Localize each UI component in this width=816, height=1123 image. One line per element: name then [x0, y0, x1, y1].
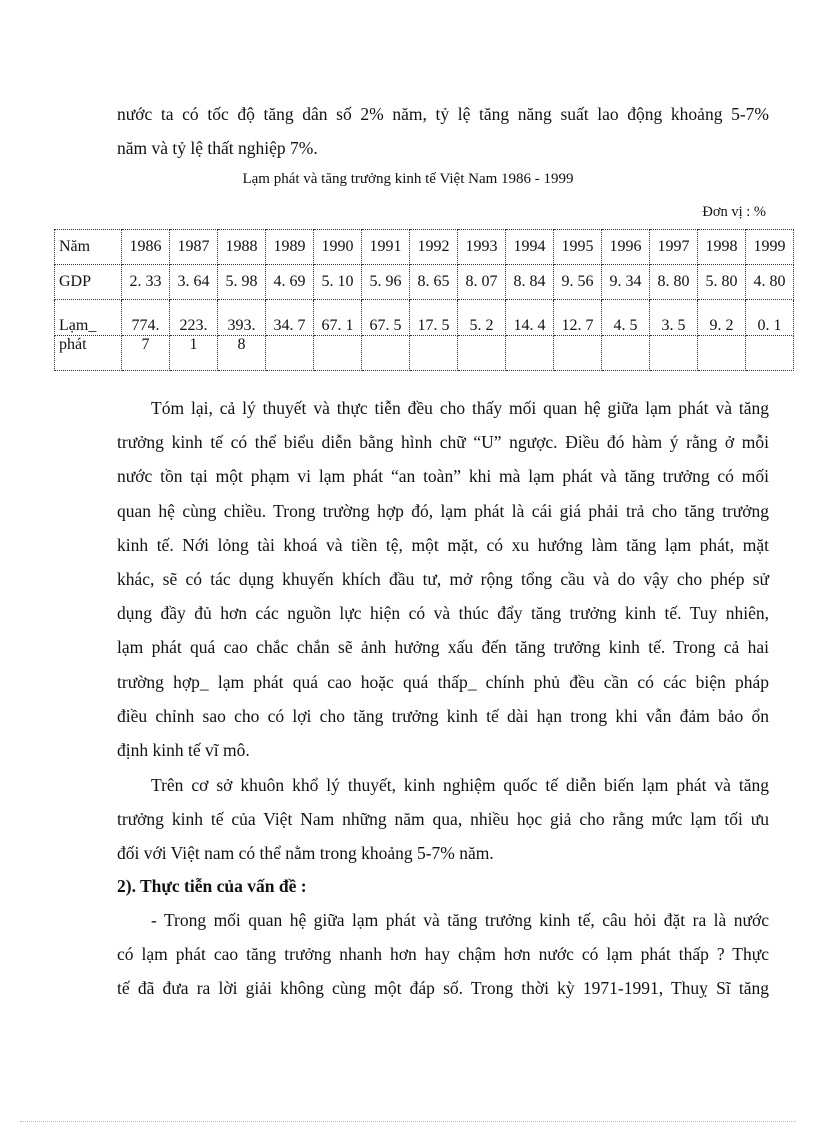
inflation-cell: 8 [218, 336, 266, 371]
inflation-cell: 4. 5 [602, 300, 650, 336]
year-cell: 1986 [122, 230, 170, 265]
year-cell: 1996 [602, 230, 650, 265]
inflation-cell [458, 336, 506, 371]
text-line: quan hệ cùng chiều. Trong trường hợp đó, lạm phát là cái giá phải trả cho tăng trưởng [117, 500, 769, 521]
inflation-gdp-table [54, 229, 794, 371]
inflation-cell [602, 336, 650, 371]
inflation-cell [650, 336, 698, 371]
inflation-cell [554, 336, 602, 371]
inflation-cell: 17. 5 [410, 300, 458, 336]
inflation-cell: 5. 2 [458, 300, 506, 336]
text-line: định kinh tế vĩ mô. [117, 740, 250, 761]
text-line: trưởng kinh tế có thể biểu diễn bằng hình chữ “U” ngược. Điều đó hàm ý rằng ở mỗi [117, 432, 769, 453]
table-row-years [55, 230, 794, 265]
gdp-cell: 4. 69 [266, 265, 314, 300]
gdp-cell: 5. 10 [314, 265, 362, 300]
inflation-cell: 14. 4 [506, 300, 554, 336]
inflation-cell [698, 336, 746, 371]
text-line: điều chỉnh sao cho có lợi cho tăng trưởng kinh tế dài hạn trong khi vẫn đảm bảo ổn [117, 705, 769, 726]
gdp-cell: 8. 07 [458, 265, 506, 300]
text-line: dụng đầy đủ hơn các nguồn lực hiện có và thúc đẩy tăng trưởng kinh tế. Tuy nhiên, [117, 603, 769, 624]
row-header-inflation: Lạm_ [55, 300, 122, 336]
table-row-gdp [55, 265, 794, 300]
year-cell: 1993 [458, 230, 506, 265]
text-line: lạm phát quá cao chắc chắn sẽ ảnh hưởng xấu đến tăng trưởng kinh tế. Trong cả hai [117, 637, 769, 658]
table-row-inflation-cont [55, 336, 794, 371]
gdp-cell: 8. 80 [650, 265, 698, 300]
inflation-cell [362, 336, 410, 371]
year-cell: 1998 [698, 230, 746, 265]
row-header-inflation-cont: phát [55, 336, 122, 371]
text-line: Tóm lại, cả lý thuyết và thực tiễn đều cho thấy mối quan hệ giữa lạm phát và tăng [151, 398, 769, 418]
year-cell: 1989 [266, 230, 314, 265]
inflation-cell: 67. 1 [314, 300, 362, 336]
year-cell: 1988 [218, 230, 266, 265]
text-line: kinh tế. Nới lỏng tài khoá và tiền tệ, một mặt, có xu hướng làm tăng lạm phát, mặt [117, 534, 769, 555]
year-cell: 1994 [506, 230, 554, 265]
gdp-cell: 8. 84 [506, 265, 554, 300]
gdp-cell: 5. 80 [698, 265, 746, 300]
text-line: tế đã đưa ra lời giải không cùng một đáp số. Trong thời kỳ 1971-1991, Thuỵ Sĩ tăng [117, 978, 769, 999]
text-line: trường hợp_ lạm phát quá cao hoặc quá thấp_ chính phủ đều cần có các biện pháp [117, 671, 769, 692]
text-line: có lạm phát cao tăng trưởng nhanh hơn hay chậm hơn nước có lạm phát thấp ? Thực [117, 944, 769, 965]
gdp-cell: 5. 96 [362, 265, 410, 300]
page-bottom-divider [20, 1121, 796, 1122]
gdp-cell: 8. 65 [410, 265, 458, 300]
table-row-inflation [55, 300, 794, 336]
inflation-cell: 393. [218, 300, 266, 336]
intro-paragraph [117, 97, 769, 165]
year-cell: 1990 [314, 230, 362, 265]
year-cell: 1987 [170, 230, 218, 265]
text-line: nước ta có tốc độ tăng dân số 2% năm, tỷ lệ tăng năng suất lao động khoảng 5-7% [117, 104, 769, 124]
row-header-gdp: GDP [55, 265, 122, 300]
gdp-cell: 9. 34 [602, 265, 650, 300]
inflation-cell: 12. 7 [554, 300, 602, 336]
inflation-cell: 774. [122, 300, 170, 336]
inflation-cell: 9. 2 [698, 300, 746, 336]
year-cell: 1999 [746, 230, 794, 265]
inflation-cell [746, 336, 794, 371]
gdp-cell: 4. 80 [746, 265, 794, 300]
text-line: - Trong mối quan hệ giữa lạm phát và tăng trưởng kinh tế, câu hỏi đặt ra là nước [151, 910, 769, 930]
year-cell: 1997 [650, 230, 698, 265]
inflation-cell: 1 [170, 336, 218, 371]
inflation-cell: 67. 5 [362, 300, 410, 336]
text-line: nước tồn tại một phạm vi lạm phát “an toàn” khi mà lạm phát và tăng trưởng có mối [117, 466, 769, 487]
inflation-cell [266, 336, 314, 371]
optimal-inflation-paragraph [117, 768, 769, 871]
inflation-cell: 7 [122, 336, 170, 371]
section-heading: 2). Thực tiễn của vấn đề : [117, 876, 307, 896]
summary-paragraph [117, 391, 769, 767]
inflation-cell [314, 336, 362, 371]
unit-label: Đơn vị : % [702, 204, 766, 220]
year-cell: 1991 [362, 230, 410, 265]
gdp-cell: 3. 64 [170, 265, 218, 300]
gdp-cell: 9. 56 [554, 265, 602, 300]
inflation-cell [410, 336, 458, 371]
text-line: đối với Việt nam có thể nằm trong khoảng 5-7% năm. [117, 843, 494, 864]
text-line: khác, sẽ có tác dụng khuyến khích đầu tư, mở rộng tổng cầu và do vậy cho phép sử [117, 569, 769, 590]
text-line: năm và tỷ lệ thất nghiệp 7%. [117, 138, 318, 159]
practice-paragraph [117, 903, 769, 1006]
inflation-cell: 0. 1 [746, 300, 794, 336]
gdp-cell: 5. 98 [218, 265, 266, 300]
gdp-cell: 2. 33 [122, 265, 170, 300]
text-line: trưởng kinh tế của Việt Nam những năm qua, nhiều học giả cho rằng mức lạm tối ưu [117, 809, 769, 830]
row-header-year: Năm [55, 230, 122, 265]
inflation-cell [506, 336, 554, 371]
table-caption: Lạm phát và tăng trưởng kinh tế Việt Nam 1986 - 1999 [242, 171, 574, 187]
inflation-cell: 223. [170, 300, 218, 336]
inflation-cell: 3. 5 [650, 300, 698, 336]
inflation-cell: 34. 7 [266, 300, 314, 336]
year-cell: 1992 [410, 230, 458, 265]
text-line: Trên cơ sở khuôn khổ lý thuyết, kinh nghiệm quốc tế diễn biến lạm phát và tăng [151, 775, 769, 795]
year-cell: 1995 [554, 230, 602, 265]
